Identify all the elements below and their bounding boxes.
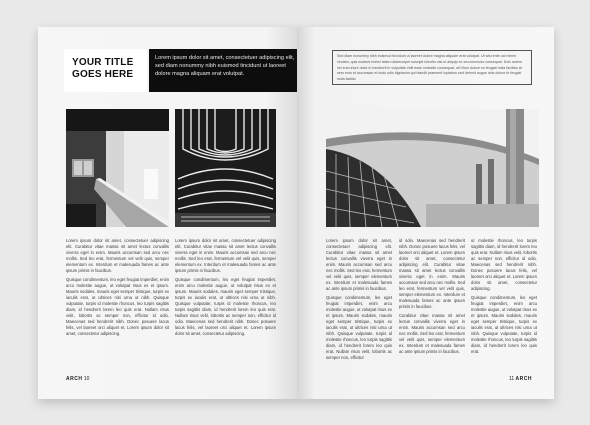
photo-interior-staircase — [66, 109, 169, 227]
magazine-spread — [38, 27, 554, 399]
folio-left — [66, 376, 89, 382]
photo-curved-building-interior — [326, 109, 539, 227]
page-number: 10 — [83, 376, 90, 382]
right-text-column-2 — [399, 238, 465, 368]
paragraph: ut molestie rhoncus, leo turpis sagittis diam, id hendrerit lorem leo quis erat. Nullam risus velit, lobortis ac semper non, efficitur id odio. Maecenas sed hendrerit nibh. Donec posuere lacus felis, vel laoreet orci aliquet et. Lorem ipsum dolor sit amet, consectetur adipiscing. — [471, 238, 537, 291]
title-line-2: GOES HERE — [72, 69, 134, 80]
left-text-column-2 — [175, 238, 276, 358]
left-text-column-1 — [66, 238, 169, 358]
paragraph: Quisque condimentum, leo eget feugiat imperdiet, enim arcu molestie augue, ut volutpat risus ex et ipsum. Mauris sodales, mauris eget semper tristique, turpis ex iaculis erat, ut ultrices nisi urna ut nibh. Quisque vulputate, turpis id molestie rhoncus, leo turpis sagittis diam, id hendrerit lorem leo quis erat. Nullam risus velit, lobortis ac semper non, efficitur id odio. Maecenas sed hendrerit nibh. Donec posuere lacus felis, vel laoreet orci aliquet et. Lorem ipsum dolor sit amet, consectetur adipiscing. — [175, 277, 276, 336]
left-page — [38, 27, 297, 399]
quote-box: Sed diam nonummy nibh euismod tincidunt ut laoreet dolore magna aliquam erat volutpat. Ut wisi enim ad minim veniam, quis nostrud exerci tation ullamcorper suscipit lobortis nisl ut aliquip ex ea commodo consequat. Duis autem vel eum iriure dolor in hendrerit in vulputate velit esse molestie consequat, vel illum dolore eu feugiat nulla facilisis at vero eros et accumsan et iusto odio dignissim qui blandit praesent luptatum zzril delenit augue duis dolore te feugait nulla facilisi. — [332, 50, 532, 85]
paragraph: Quisque condimentum, leo eget feugiat imperdiet, enim arcu molestie augue, ut volutpat risus ex et ipsum. Mauris sodales, mauris eget semper tristique, turpis ex iaculis erat, ut ultrices nisi urna ut nibh. Quisque vulputate, turpis id molestie rhoncus, leo turpis sagittis diam, id hendrerit lorem leo quis erat. — [471, 295, 537, 354]
intro-box: Lorem ipsum dolor sit amet, consectetuer adipiscing elit, sed diam nonummy nibh euismod tincidunt ut laoreet dolore magna aliquam erat volutpat. — [149, 49, 302, 92]
paragraph: Lorem ipsum dolor sit amet, consectetuer adipiscing elit. Curabitur vitae massa sit amet lectus convallis viverra eget in enim. Mauris accumsan sed arcu nec mollis. Sed leo erat, fermentum vel velit quis, semper elementum ex. Interdum et malesuada fames ac ante ipsum primis in faucibus. — [326, 238, 392, 291]
title-line-1: YOUR TITLE — [72, 57, 134, 68]
right-page — [297, 27, 554, 399]
paragraph: Quisque condimentum, leo eget feugiat imperdiet, enim arcu molestie augue, ut volutpat risus ex et ipsum. Mauris sodales, mauris eget semper tristique, turpis ex iaculis erat, ut ultrices nisi urna ut nibh. Quisque vulputate, turpis id molestie rhoncus, leo turpis sagittis diam, id hendrerit lorem leo quis erat. Nullam risus velit, lobortis ac semper non, efficitur id odio. Maecenas sed hendrerit nibh. Donec posuere lacus felis, vel laoreet orci aliquet et. Lorem ipsum dolor sit amet, consectetur adipiscing. — [66, 277, 169, 336]
title-box — [64, 49, 147, 92]
paragraph: id odio. Maecenas sed hendrerit nibh. Donec posuere lacus felis, vel laoreet orci aliquet et. Lorem ipsum dolor sit amet, consectetur adipiscing elit. Curabitur vitae massa sit amet lectus convallis viverra eget in enim. Mauris accumsan sed arcu nec mollis. Sed leo erat, fermentum vel velit quis, semper elementum ex. Interdum et malesuada fames ac ante ipsum primis in faucibus. — [399, 238, 465, 309]
folio-brand: ARCH — [515, 376, 532, 382]
right-text-column-3 — [471, 238, 537, 368]
right-text-column-1 — [326, 238, 392, 368]
paragraph: Curabitur vitae massa sit amet lectus convallis viverra eget in enim. Mauris accumsan sed arcu nec mollis. Sed leo erat, fermentum vel velit quis, semper elementum ex. Interdum et malesuada fames ac ante ipsum primis in faucibus. — [399, 313, 465, 354]
paragraph: Lorem ipsum dolor sit amet, consectetuer adipiscing elit. Curabitur vitae massa sit amet lectus convallis viverra eget in enim. Mauris accumsan sed arcu nec mollis. Sed leo erat, fermentum vel velit quis, semper elementum ex. Interdum et malesuada fames ac ante ipsum primis in faucibus. — [66, 238, 169, 273]
paragraph: Lorem ipsum dolor sit amet, consectetuer adipiscing elit. Curabitur vitae massa sit amet lectus convallis viverra eget in enim. Mauris accumsan sed arcu nec mollis. Sed leo erat, fermentum vel velit quis, semper elementum ex. Interdum et malesuada fames ac ante ipsum primis in faucibus. — [175, 238, 276, 273]
folio-right — [509, 376, 532, 382]
page-number: 11 — [508, 376, 515, 382]
paragraph: Quisque condimentum, leo eget feugiat imperdiet, enim arcu molestie augue, ut volutpat risus ex et ipsum. Mauris sodales, mauris eget semper tristique, turpis ex iaculis erat, ut ultrices nisi urna ut nibh. Quisque vulputate, turpis id molestie rhoncus, leo turpis sagittis diam, id hendrerit lorem leo quis erat. Nullam risus velit, lobortis ac semper non, efficitur — [326, 295, 392, 360]
photo-atrium-ceiling — [175, 109, 276, 227]
folio-brand: ARCH — [66, 376, 83, 382]
